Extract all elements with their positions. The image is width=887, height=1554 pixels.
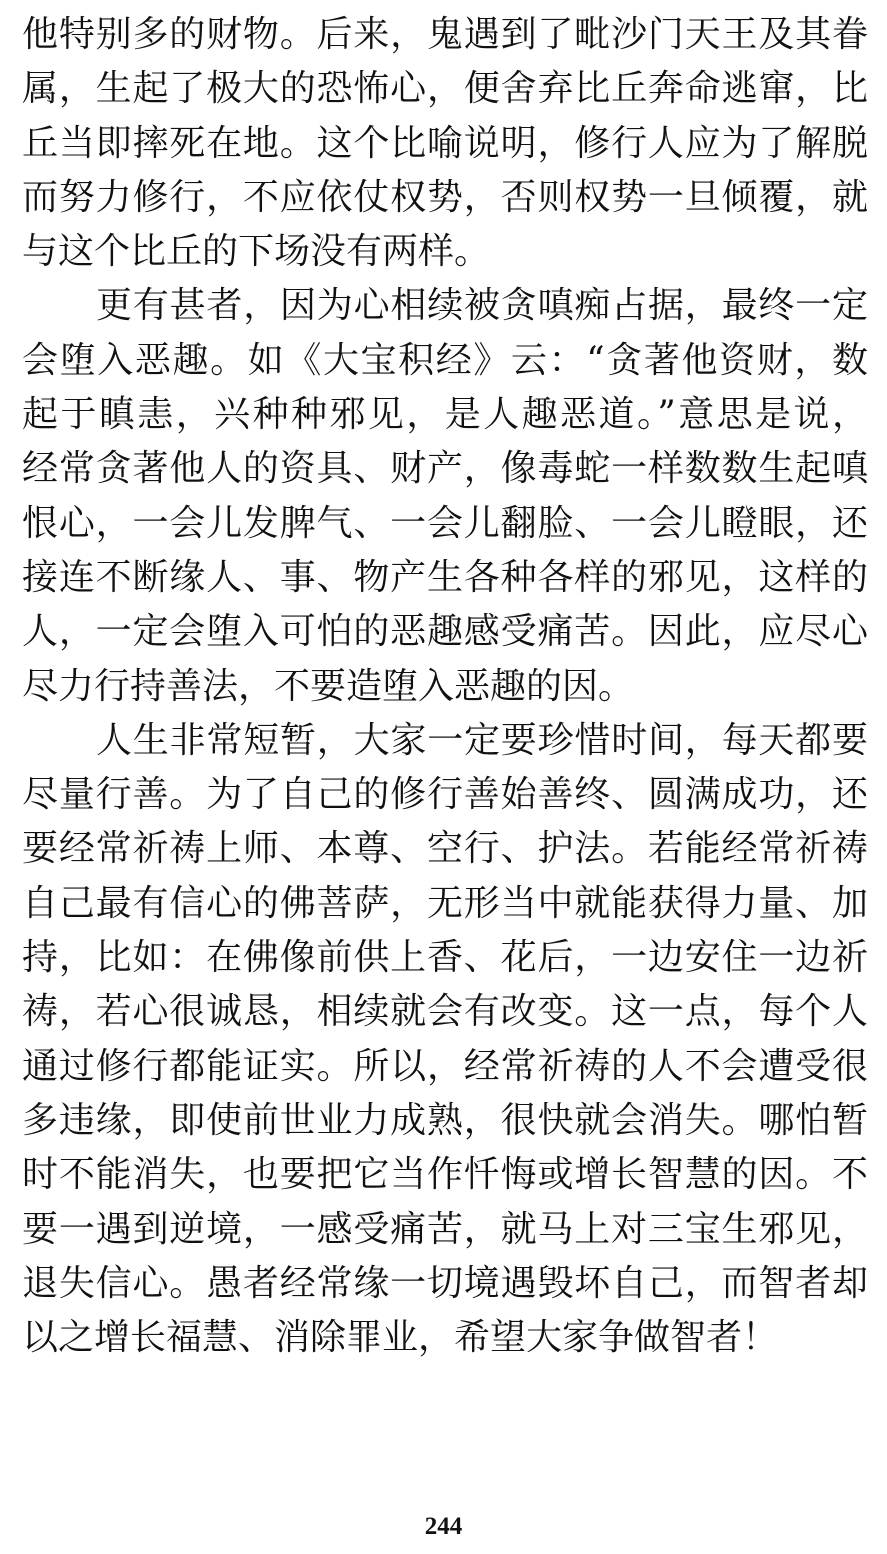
text-line: 多违缘，即使前世业力成熟，很快就会消失。哪怕暂 [22, 1099, 868, 1141]
text-line: 尽力行持善法，不要造堕入恶趣的因。 [22, 665, 635, 707]
text-line: 会堕入恶趣。如《大宝积经》云：“贪著他资财，数 [22, 339, 868, 381]
text-line: 持，比如：在佛像前供上香、花后，一边安住一边祈 [22, 937, 868, 979]
text-line: 经常贪著他人的资具、财产，像毒蛇一样数数生起嗔 [22, 448, 868, 490]
text-line: 更有甚者，因为心相续被贪嗔痴占据，最终一定 [96, 285, 868, 327]
text-line: 人生非常短暂，大家一定要珍惜时间，每天都要 [96, 719, 868, 761]
text-line: 他特别多的财物。后来，鬼遇到了毗沙门天王及其眷 [22, 14, 868, 55]
text-line: 丘当即摔死在地。这个比喻说明，修行人应为了解脱 [22, 122, 868, 164]
text-line: 时不能消失，也要把它当作忏悔或增长智慧的因。不 [22, 1154, 868, 1196]
text-line: 自己最有信心的佛菩萨，无形当中就能获得力量、加 [22, 882, 868, 924]
text-line: 尽量行善。为了自己的修行善始善终、圆满成功，还 [22, 774, 868, 816]
text-line: 退失信心。愚者经常缘一切境遇毁坏自己，而智者却 [22, 1262, 868, 1304]
text-line: 通过修行都能证实。所以，经常祈祷的人不会遭受很 [22, 1045, 868, 1087]
text-line: 起于瞋恚，兴种种邪见，是人趣恶道。”意思是说， [22, 394, 868, 436]
text-line: 接连不断缘人、事、物产生各种各样的邪见，这样的 [22, 556, 868, 598]
paragraph-2 [22, 279, 868, 713]
text-line: 要经常祈祷上师、本尊、空行、护法。若能经常祈祷 [22, 828, 868, 870]
text-line: 要一遇到逆境，一感受痛苦，就马上对三宝生邪见， [22, 1208, 868, 1250]
paragraph-1 [22, 8, 868, 279]
text-line: 以之增长福慧、消除罪业，希望大家争做智者！ [22, 1317, 779, 1359]
text-line: 而努力修行，不应依仗权势，否则权势一旦倾覆，就 [22, 176, 868, 218]
text-line: 属，生起了极大的恐怖心，便舍弃比丘奔命逃窜，比 [22, 68, 868, 110]
text-line: 祷，若心很诚恳，相续就会有改变。这一点，每个人 [22, 991, 868, 1033]
text-line: 人，一定会堕入可怕的恶趣感受痛苦。因此，应尽心 [22, 611, 868, 653]
body-text [22, 8, 868, 1365]
paragraph-3 [22, 714, 868, 1366]
page-number: 244 [424, 1513, 463, 1540]
text-line: 恨心，一会儿发脾气、一会儿翻脸、一会儿瞪眼，还 [22, 502, 868, 544]
text-line: 与这个比丘的下场没有两样。 [22, 231, 491, 273]
